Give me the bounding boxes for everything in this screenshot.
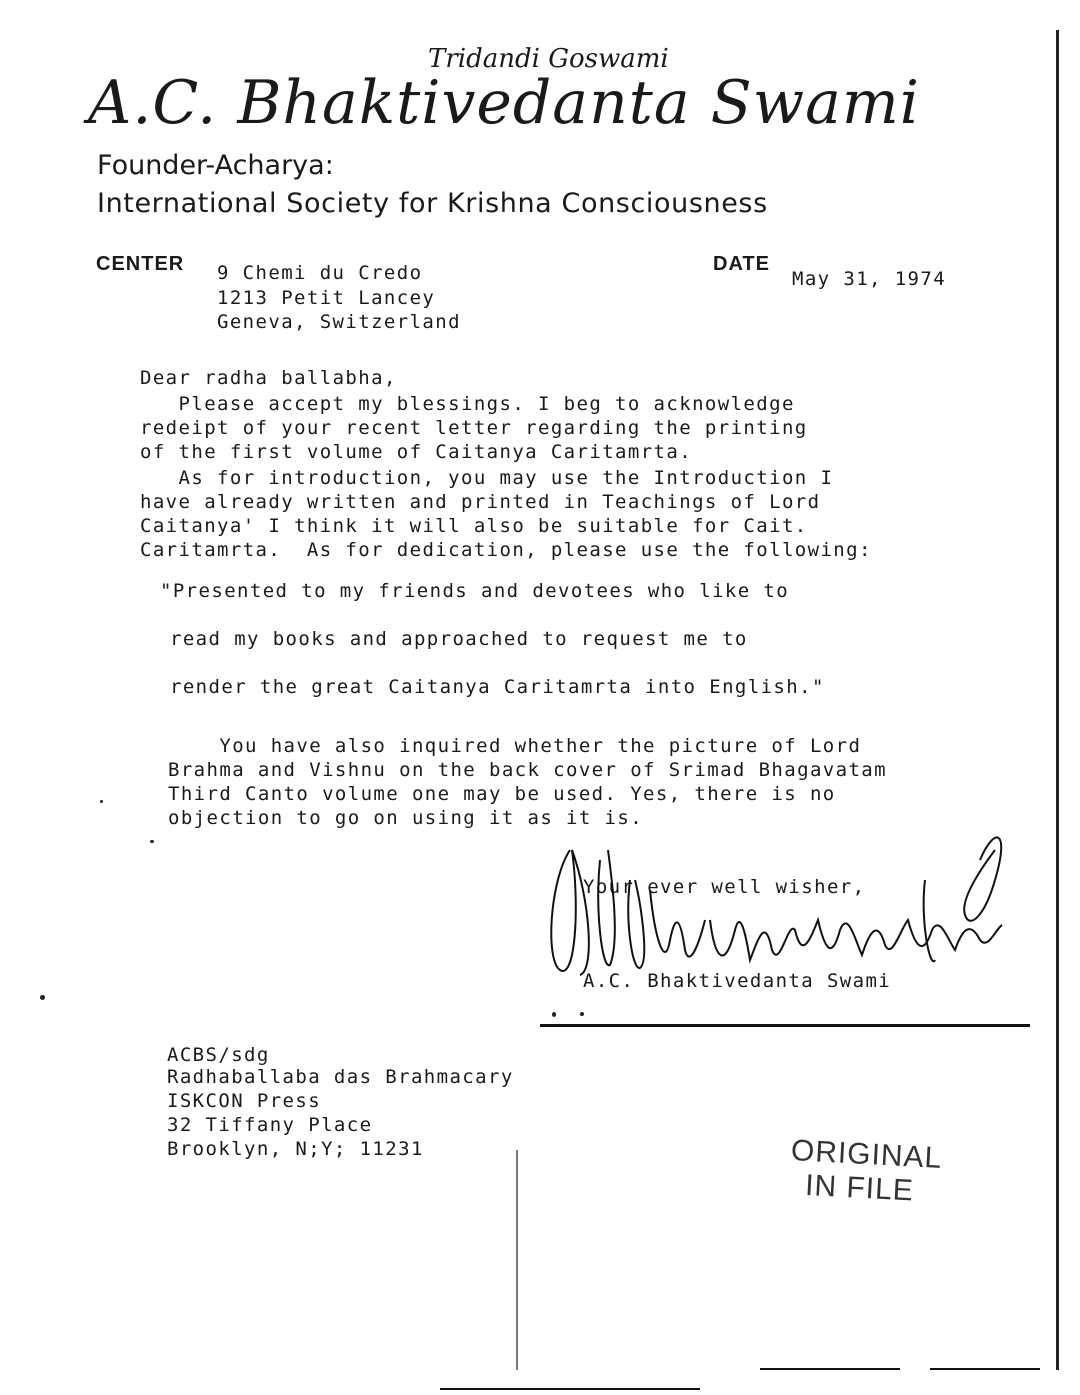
body-line: You have also inquired whether the picture of Lord <box>168 735 862 757</box>
body-line: As for introduction, you may use the Introduction I <box>140 467 834 489</box>
address-line: 9 Chemi du Credo <box>217 262 423 284</box>
body-line: Brahma and Vishnu on the back cover of Srimad Bhagavatam <box>168 759 887 781</box>
body-line: redeipt of your recent letter regarding the printing <box>140 417 808 439</box>
dedication-line: render the great Caitanya Caritamrta into English." <box>170 676 825 698</box>
scan-speck <box>580 1012 584 1016</box>
address-line: Geneva, Switzerland <box>217 311 461 333</box>
body-line: Caitanya' I think it will also be suitable for Cait. <box>140 515 808 537</box>
letterhead-society: International Society for Krishna Consciousness <box>97 188 768 219</box>
scan-speck <box>150 840 154 843</box>
scan-line <box>440 1388 700 1390</box>
body-line: Third Canto volume one may be used. Yes, there is no <box>168 783 836 805</box>
initials: ACBS/sdg <box>167 1044 270 1066</box>
body-line: Caritamrta. As for dedication, please use the following: <box>140 539 872 561</box>
scan-speck <box>100 800 103 803</box>
letterhead-subtitle: Tridandi Goswami <box>428 44 669 74</box>
scan-edge <box>1056 30 1059 1370</box>
date-value: May 31, 1974 <box>792 268 947 290</box>
salutation: Dear radha ballabha, <box>140 367 397 389</box>
scan-line <box>760 1368 900 1370</box>
scan-speck <box>40 995 45 1000</box>
divider <box>540 1024 1030 1027</box>
closing-wisher: Your ever well wisher, <box>583 876 866 898</box>
stamp-line: ORIGINAL <box>790 1134 944 1175</box>
body-line: Please accept my blessings. I beg to acknowledge <box>140 393 795 415</box>
address-line: 1213 Petit Lancey <box>217 287 436 309</box>
dedication-line: "Presented to my friends and devotees who like to <box>160 580 790 602</box>
recipient-line: ISKCON Press <box>167 1090 322 1112</box>
typed-name: A.C. Bhaktivedanta Swami <box>583 970 892 992</box>
scan-speck <box>552 1012 556 1017</box>
recipient-line: Radhaballaba das Brahmacary <box>167 1066 514 1088</box>
dedication-line: read my books and approached to request me to <box>170 628 748 650</box>
body-line: of the first volume of Caitanya Caritamrta. <box>140 441 693 463</box>
body-line: have already written and printed in Teachings of Lord <box>140 491 821 513</box>
recipient-line: Brooklyn, N;Y; 11231 <box>167 1138 424 1160</box>
letterhead-founder: Founder-Acharya: <box>97 150 334 181</box>
scan-line <box>516 1150 518 1370</box>
letterhead-name: A.C. Bhaktivedanta Swami <box>88 68 920 138</box>
recipient-line: 32 Tiffany Place <box>167 1114 373 1136</box>
body-line: objection to go on using it as it is. <box>168 807 644 829</box>
file-stamp <box>788 1134 943 1210</box>
scan-line <box>930 1368 1040 1370</box>
date-label: DATE <box>713 253 770 275</box>
stamp-line: IN FILE <box>804 1168 915 1208</box>
center-label: CENTER <box>96 253 185 275</box>
